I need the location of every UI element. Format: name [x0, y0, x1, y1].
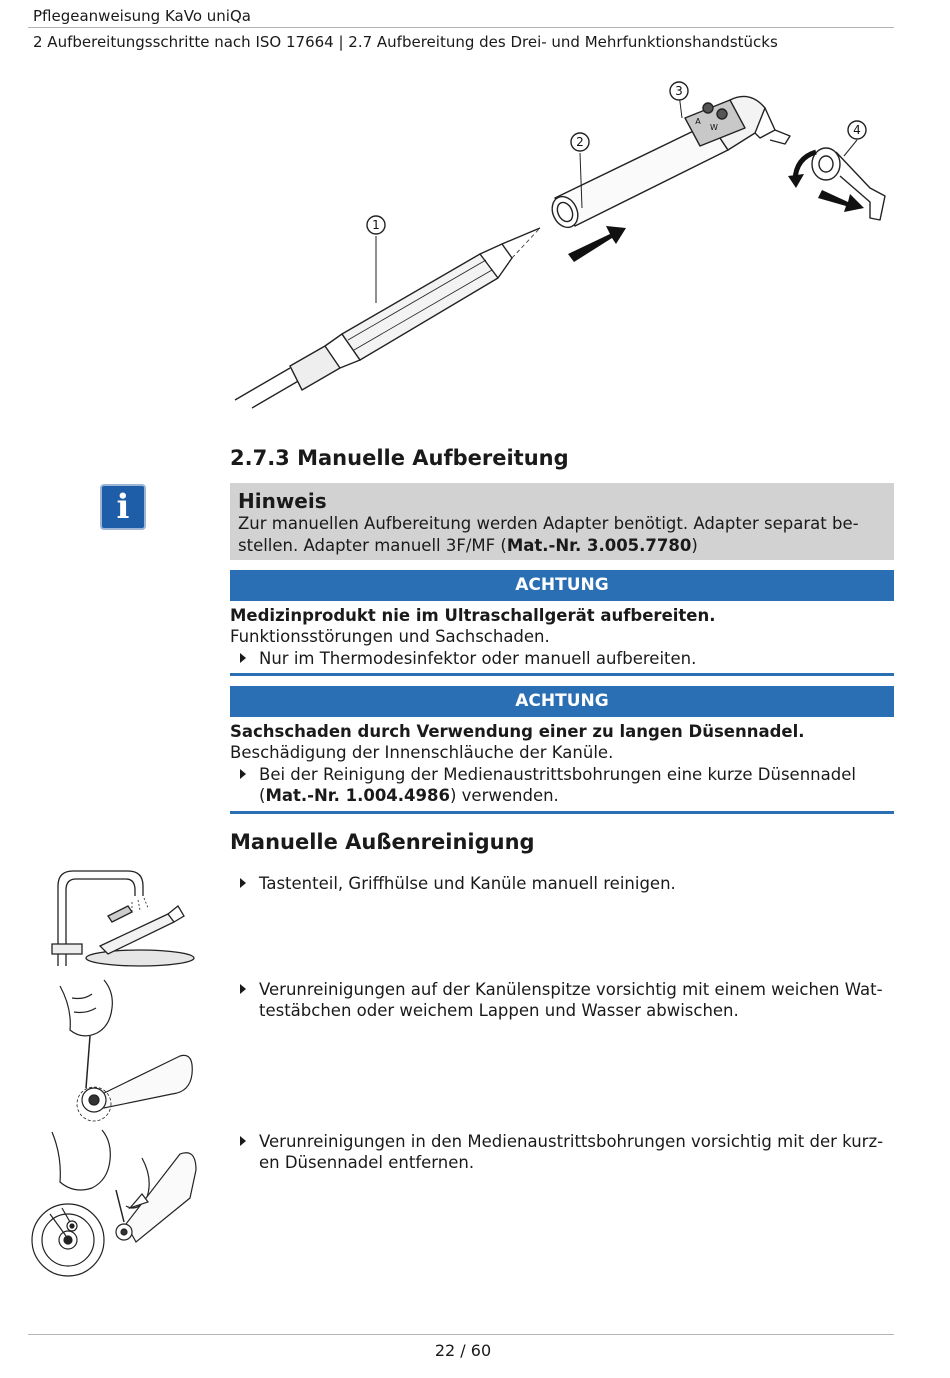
bullet-arrow-icon	[240, 769, 246, 779]
warning-divider-2	[230, 811, 894, 814]
handpiece-disassembly-figure	[230, 78, 900, 418]
callout-4: 4	[853, 123, 861, 137]
step-2-text	[259, 979, 883, 1021]
step-1-text: Tastenteil, Griffhülse und Kanüle manuell reinigen.	[259, 874, 676, 893]
hinweis-line2-prefix: stellen. Adapter manuell 3F/MF (	[238, 536, 507, 555]
page-number: 22 / 60	[434, 1341, 492, 1360]
warning-title-2: Sachschaden durch Verwendung einer zu langen Düsennadel.	[230, 722, 805, 741]
header-divider	[28, 27, 894, 28]
nozzle-needle-figure	[30, 1128, 200, 1288]
button-label-w: W	[710, 123, 718, 132]
step-3-line1: Verunreinigungen in den Medienaustrittsbohrungen vorsichtig mit der kurz-	[259, 1132, 884, 1151]
hinweis-line1: Zur manuellen Aufbereitung werden Adapter benötigt. Adapter separat be-	[238, 514, 859, 533]
warning-action-1: Nur im Thermodesinfektor oder manuell aufbereiten.	[259, 649, 697, 668]
bullet-arrow-icon	[240, 984, 246, 994]
step-2-line2: testäbchen oder weichem Lappen und Wasser abwischen.	[259, 1001, 739, 1020]
bullet-arrow-icon	[240, 653, 246, 663]
hinweis-line2-suffix: )	[691, 536, 698, 555]
section-title: 2.7.3 Manuelle Aufbereitung	[230, 446, 569, 470]
warning-action-2-prefix: (	[259, 786, 266, 805]
warning-part-number: Mat.-Nr. 1.004.4986	[265, 786, 450, 805]
warning-action-2	[259, 764, 856, 806]
step-3-line2: en Düsennadel entfernen.	[259, 1153, 475, 1172]
warning-title-1: Medizinprodukt nie im Ultraschallgerät aufbereiten.	[230, 606, 716, 625]
warning-banner-2: ACHTUNG	[230, 686, 894, 717]
faucet-cleaning-figure	[48, 866, 198, 976]
warning-action-2-line1: Bei der Reinigung der Medienaustrittsbohrungen eine kurze Düsennadel	[259, 765, 856, 784]
info-icon: i	[100, 484, 146, 530]
warning-banner-1: ACHTUNG	[230, 570, 894, 601]
subsection-title: Manuelle Außenreinigung	[230, 830, 535, 854]
document-title: Pflegeanweisung KaVo uniQa	[33, 7, 251, 25]
warning-divider-1	[230, 673, 894, 676]
hinweis-text	[238, 513, 886, 557]
step-3-text	[259, 1131, 883, 1173]
hinweis-box	[230, 483, 894, 560]
step-2-line1: Verunreinigungen auf der Kanülenspitze vorsichtig mit einem weichen Wat-	[259, 980, 883, 999]
callout-3: 3	[675, 84, 683, 98]
warning-action-2-suffix: ) verwenden.	[449, 786, 559, 805]
breadcrumb: 2 Aufbereitungsschritte nach ISO 17664 | 2.7 Aufbereitung des Drei- und Mehrfunktionshandstücks	[33, 33, 778, 51]
bullet-arrow-icon	[240, 1136, 246, 1146]
callout-1: 1	[372, 218, 380, 232]
hinweis-title: Hinweis	[238, 489, 327, 513]
warning-consequence-1: Funktionsstörungen und Sachschaden.	[230, 627, 550, 646]
callout-2: 2	[576, 135, 584, 149]
footer-divider	[28, 1334, 894, 1335]
button-label-a: A	[695, 117, 701, 126]
tip-wiping-figure	[52, 978, 197, 1128]
hinweis-part-number: Mat.-Nr. 3.005.7780	[506, 536, 692, 555]
warning-consequence-2: Beschädigung der Innenschläuche der Kanüle.	[230, 743, 614, 762]
bullet-arrow-icon	[240, 878, 246, 888]
